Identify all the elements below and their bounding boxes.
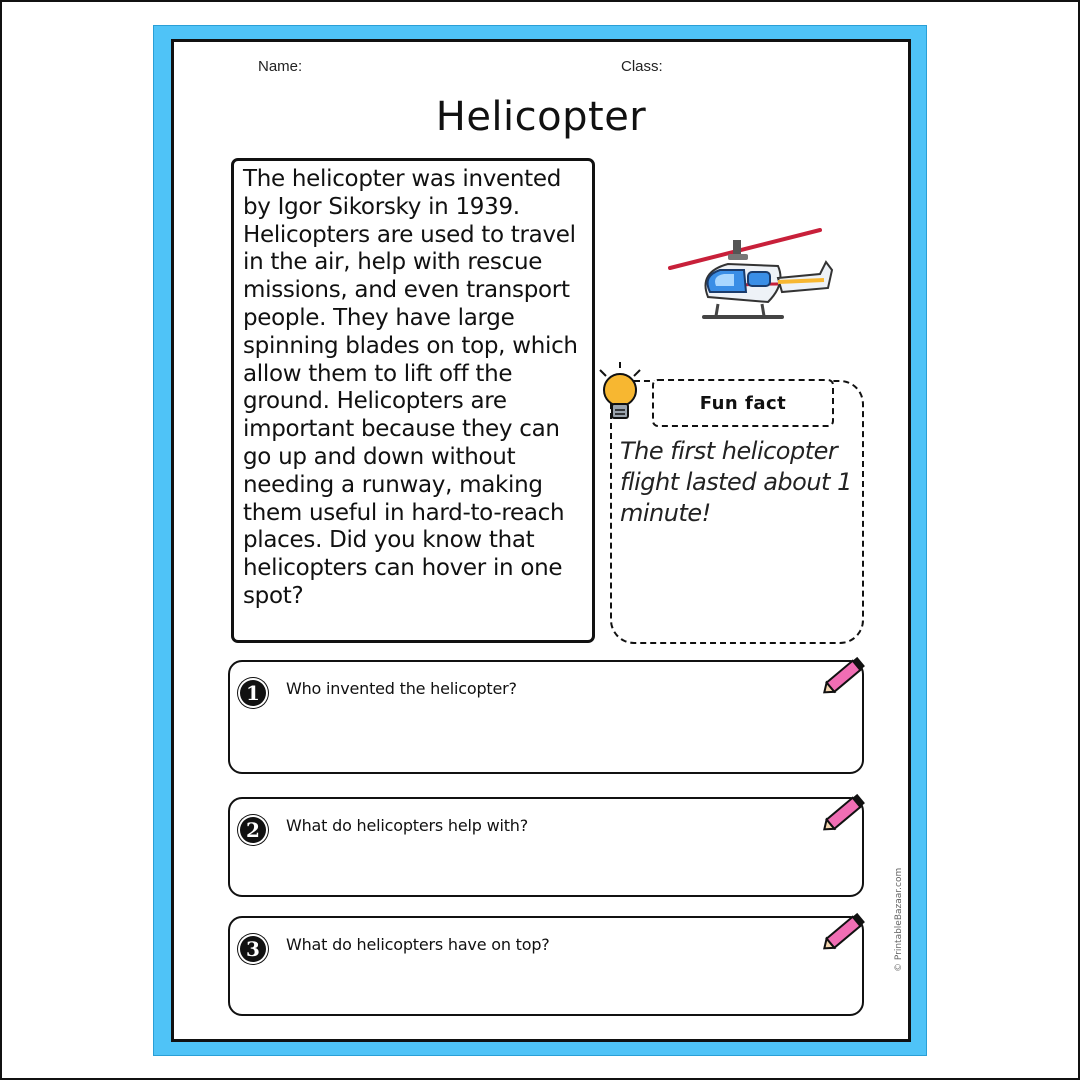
question-number-badge: 2 xyxy=(238,815,268,845)
name-label: Name: xyxy=(258,58,303,75)
question-text: What do helicopters have on top? xyxy=(286,935,550,954)
question-text: What do helicopters help with? xyxy=(286,816,529,835)
question-box-3[interactable] xyxy=(228,916,864,1016)
pencil-icon xyxy=(818,908,872,954)
pencil-icon xyxy=(818,789,872,835)
page-title: Helicopter xyxy=(435,94,647,140)
pencil-icon xyxy=(818,652,872,698)
fun-fact-text: The first helicopter flight lasted about 1 minute! xyxy=(620,437,852,527)
copyright-text: © PrintableBazaar.com xyxy=(894,867,904,972)
question-box-1[interactable] xyxy=(228,660,864,774)
question-text: Who invented the helicopter? xyxy=(286,679,517,698)
lightbulb-icon xyxy=(598,362,648,426)
question-number-badge: 3 xyxy=(238,934,268,964)
reading-passage: The helicopter was invented by Igor Sikorsky in 1939. Helicopters are used to travel in the air, help with rescue missions, and even transport people. They have large spinning blades on top, which allow them to lift off the ground. Helicopters are important because they can go up and down without needing a runway, making them useful in hard-to-reach places. Did you know that helicopters can hover in one spot? xyxy=(231,158,595,643)
worksheet-page xyxy=(153,25,927,1056)
helicopter-illustration xyxy=(658,192,838,322)
class-label: Class: xyxy=(621,58,663,75)
worksheet-sheet xyxy=(171,39,911,1042)
fun-fact-tag: Fun fact xyxy=(652,379,834,427)
question-box-2[interactable] xyxy=(228,797,864,897)
question-number-badge: 1 xyxy=(238,678,268,708)
